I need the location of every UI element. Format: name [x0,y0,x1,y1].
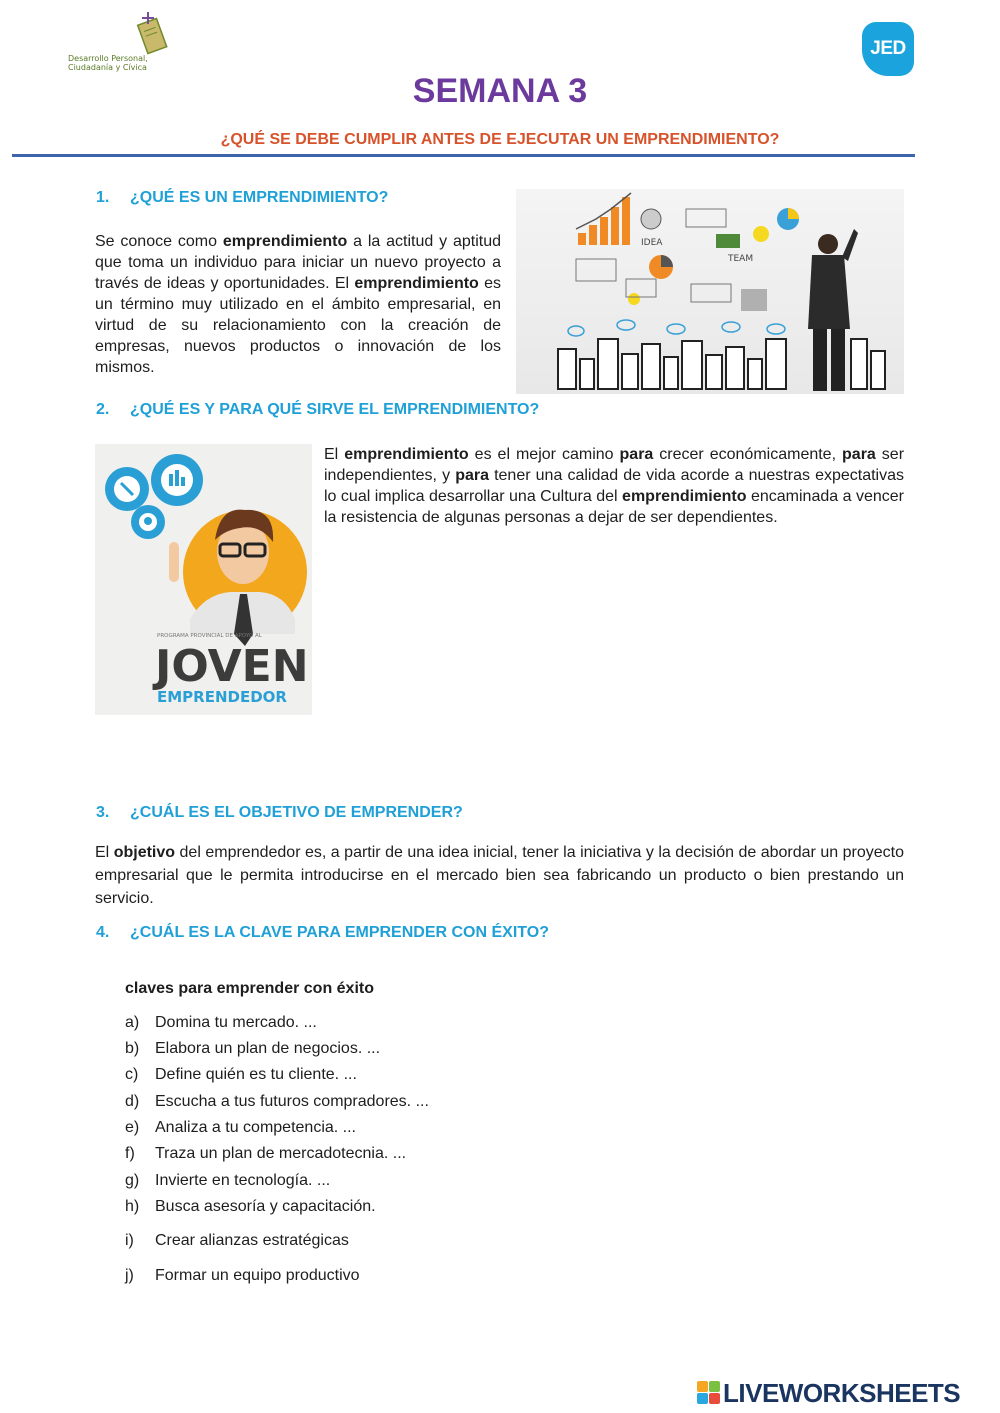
list-item [125,1232,349,1250]
text-run: Se conoce como [95,233,223,250]
claves-title: claves para emprender con éxito [125,980,374,997]
section-2-heading [96,401,539,419]
scroll-icon [60,10,180,58]
list-text: Elabora un plan de negocios. ... [155,1040,381,1057]
list-marker: c) [125,1066,139,1083]
list-text: Invierte en tecnología. ... [155,1172,331,1189]
list-item [125,1267,360,1285]
list-text: Formar un equipo productivo [155,1267,360,1284]
section-title: ¿CUÁL ES LA CLAVE PARA EMPRENDER CON ÉXITO? [130,924,549,941]
list-item [125,1040,380,1058]
text-run: ser independientes, y [324,446,905,484]
list-marker: b) [125,1040,140,1057]
bold-term: para [842,446,876,463]
section-3-heading [96,804,463,822]
page-title: SEMANA 3 [412,72,588,110]
header-divider [12,154,915,157]
text-run: es un término muy utilizado en el ámbito empresarial, en virtud de su relacionamiento con la creación de empresas, nuevos productos o innovación de los mismos. [95,275,502,376]
section-number: 2. [96,401,110,418]
text-run: crecer económicamente, [653,446,843,463]
section-2-paragraph [324,444,904,528]
text-run: El [324,446,345,463]
list-text: Analiza a tu competencia. ... [155,1119,356,1136]
liveworksheets-logo [697,1378,997,1408]
section-title: ¿QUÉ ES Y PARA QUÉ SIRVE EL EMPRENDIMIENTO? [130,401,540,418]
section-number: 4. [96,924,110,941]
list-item [125,1119,356,1137]
bold-term: emprendimiento [622,488,747,505]
joven-text: JOVEN [155,641,309,692]
liveworksheets-icon [697,1381,721,1407]
section-1-heading [96,189,388,207]
team-label: TEAM [728,254,754,264]
entrepreneur-illustration [95,444,312,715]
emprendedor-text: EMPRENDEDOR [157,688,287,706]
jed-logo: JED [862,22,914,76]
text-run: a la actitud y aptitud que toma un individuo para iniciar un nuevo proyecto a través de ideas y oportunidades. El [95,233,502,292]
section-title: ¿CUÁL ES EL OBJETIVO DE EMPRENDER? [130,804,463,821]
list-item [125,1093,429,1111]
list-text: Escucha a tus futuros compradores. ... [155,1093,429,1110]
list-marker: e) [125,1119,140,1136]
list-item [125,1198,376,1216]
bold-term: emprendimiento [222,233,348,250]
list-item [125,1014,317,1032]
idea-label: IDEA [641,238,663,248]
list-text: Domina tu mercado. ... [155,1014,317,1031]
list-text: Traza un plan de mercadotecnia. ... [155,1145,407,1162]
text-run: El [95,844,114,861]
bold-term: para [619,446,654,463]
page-subtitle: ¿QUÉ SE DEBE CUMPLIR ANTES DE EJECUTAR UN EMPRENDIMIENTO? [220,131,780,148]
section-1-paragraph [95,231,501,378]
section-number: 3. [96,804,110,821]
liveworksheets-text: LIVEWORKSHEETS [723,1378,961,1408]
text-run: tener una calidad de vida acorde a nuestras expectativas lo cual implica desarrollar una Cultura del [324,467,905,505]
bold-term: emprendimiento [344,446,469,463]
list-marker: h) [125,1198,140,1215]
section-title: ¿QUÉ ES UN EMPRENDIMIENTO? [130,189,389,206]
list-text: Define quién es tu cliente. ... [155,1066,357,1083]
list-marker: a) [125,1014,140,1031]
list-text: Crear alianzas estratégicas [155,1232,349,1249]
text-run: encaminada a vencer la resistencia de algunas personas a dejar de ser dependientes. [324,488,904,526]
list-item [125,1066,357,1084]
whiteboard-illustration [516,189,904,394]
list-marker: d) [125,1093,140,1110]
joven-emprendedor-image [95,444,312,715]
text-run: del emprendedor es, a partir de una idea inicial, tener la iniciativa y la decisión de abordar un proyecto empresarial que le permita introducirse en el mercado bien sea fabricando un producto o bien prestando un servicio. [95,844,904,907]
bold-term: objetivo [113,844,176,861]
list-marker: f) [125,1145,135,1162]
course-logo [60,10,180,80]
section-number: 1. [96,189,110,206]
bold-term: emprendimiento [354,275,479,292]
text-run: es el mejor camino [468,446,620,463]
business-strategy-image [516,189,904,394]
course-logo-text: Desarrollo Personal, Ciudadanía y Cívica [68,54,148,72]
list-item [125,1172,330,1190]
list-text: Busca asesoría y capacitación. [155,1198,376,1215]
list-marker: i) [125,1232,134,1249]
list-marker: j) [125,1267,134,1284]
section-3-paragraph [95,841,904,910]
list-item [125,1145,406,1163]
list-marker: g) [125,1172,140,1189]
section-4-heading [96,924,549,942]
program-caption: PROGRAMA PROVINCIAL DE APOYO AL [157,633,262,639]
bold-term: para [455,467,489,484]
